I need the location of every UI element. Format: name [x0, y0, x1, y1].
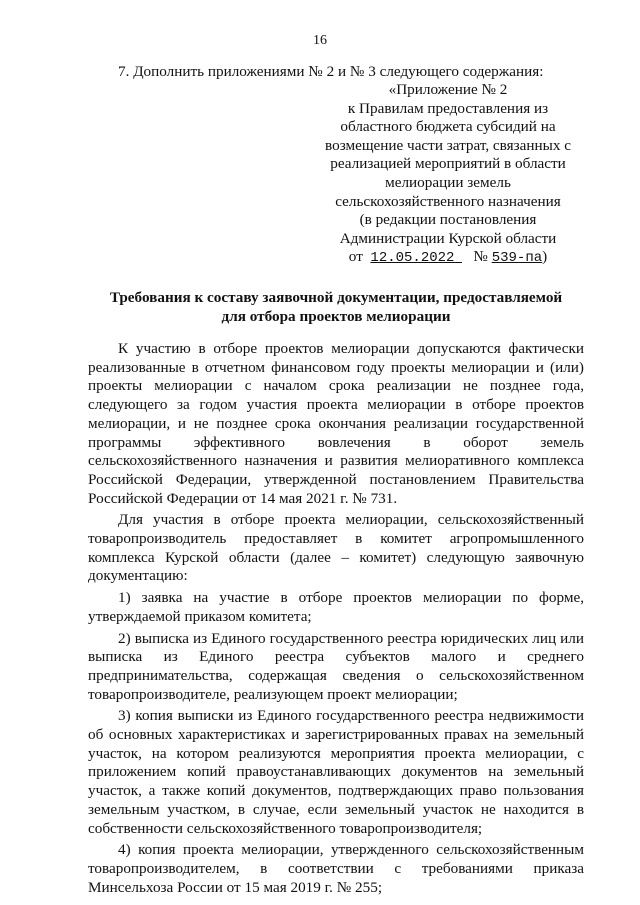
paragraph: Для участия в отборе проекта мелиорации, сельскохозяйственный товаропроизводитель предоставляет в комитет агропромышленного комплекса Курской области (далее – комитет) следующую заявочную документацию: [88, 511, 584, 585]
date-value: 12.05.2022 [370, 250, 455, 267]
annex-line: сельскохозяйственного назначения [335, 192, 561, 210]
annex-line: «Приложение № 2 [388, 81, 508, 98]
annex-line: Администрации Курской области [339, 229, 557, 247]
paragraph: 4) копия проекта мелиорации, утвержденного сельскохозяйственным товаропроизводителем, в соответствии с требованиями приказа Минсельхоза России от 15 мая 2019 г. № 255; [88, 841, 584, 896]
page-number: 16 [313, 33, 327, 48]
title-line: Требования к составу заявочной документации, предоставляемой [109, 289, 563, 306]
number-prefix: № [473, 248, 488, 266]
document-title [88, 288, 584, 326]
paragraph: К участию в отборе проектов мелиорации допускаются фактически реализованные в отчетном финансовом году проекты мелиорации и (или) проекты мелиорации с началом срока реализации не позднее года, следующего за годом участия проекта мелиорации в отборе проектов мелиорации, и не позднее срока окончания реализации государственной программы эффективного вовлечения в оборот земель сельскохозяйственного назначения и развития мелиоративного комплекса Российской Федерации, утвержденной постановлением Правительства Российской Федерации от 14 мая 2021 г. № 731. [88, 340, 584, 507]
paragraph: 2) выписка из Единого государственного реестра юридических лиц или выписка из Единого реестра субъектов малого и среднего предпринимательства, содержащая сведения о сельскохозяйственном товаропроизводителе, реализующем проект мелиорации; [88, 629, 584, 703]
amendment-intro: 7. Дополнить приложениями № 2 и № 3 следующего содержания: [118, 63, 544, 80]
annex-line: мелиорации земель [385, 173, 511, 191]
annex-line: реализацией мероприятий в области [330, 155, 566, 173]
annex-line: возмещение части затрат, связанных с [325, 136, 571, 154]
paragraph: 3) копия выписки из Единого государственного реестра недвижимости об основных характеристиках и зарегистрированных правах на земельный участок, на котором реализуются мероприятия проекта мелиорации, с приложением копий правоустанавливающих документов на земельный участок, а также копий документов, подтверждающих право пользования земельным участком, в случае, если земельный участок не находится в собственности сельскохозяйственного товаропроизводителя; [88, 707, 584, 837]
number-value: 539-па [491, 250, 543, 267]
annex-line: (в редакции постановления [359, 211, 537, 229]
document-body [88, 340, 584, 900]
annex-header [312, 81, 584, 268]
title-line: для отбора проектов мелиорации [221, 308, 451, 325]
date-prefix: от [348, 248, 363, 266]
paragraph: 1) заявка на участие в отборе проектов мелиорации по форме, утверждаемой приказом комитета; [88, 589, 584, 625]
annex-line: к Правилам предоставления из [347, 99, 549, 117]
annex-line: областного бюджета субсидий на [340, 118, 556, 136]
annex-date-line [312, 248, 584, 268]
closing-paren: ) [542, 248, 548, 266]
